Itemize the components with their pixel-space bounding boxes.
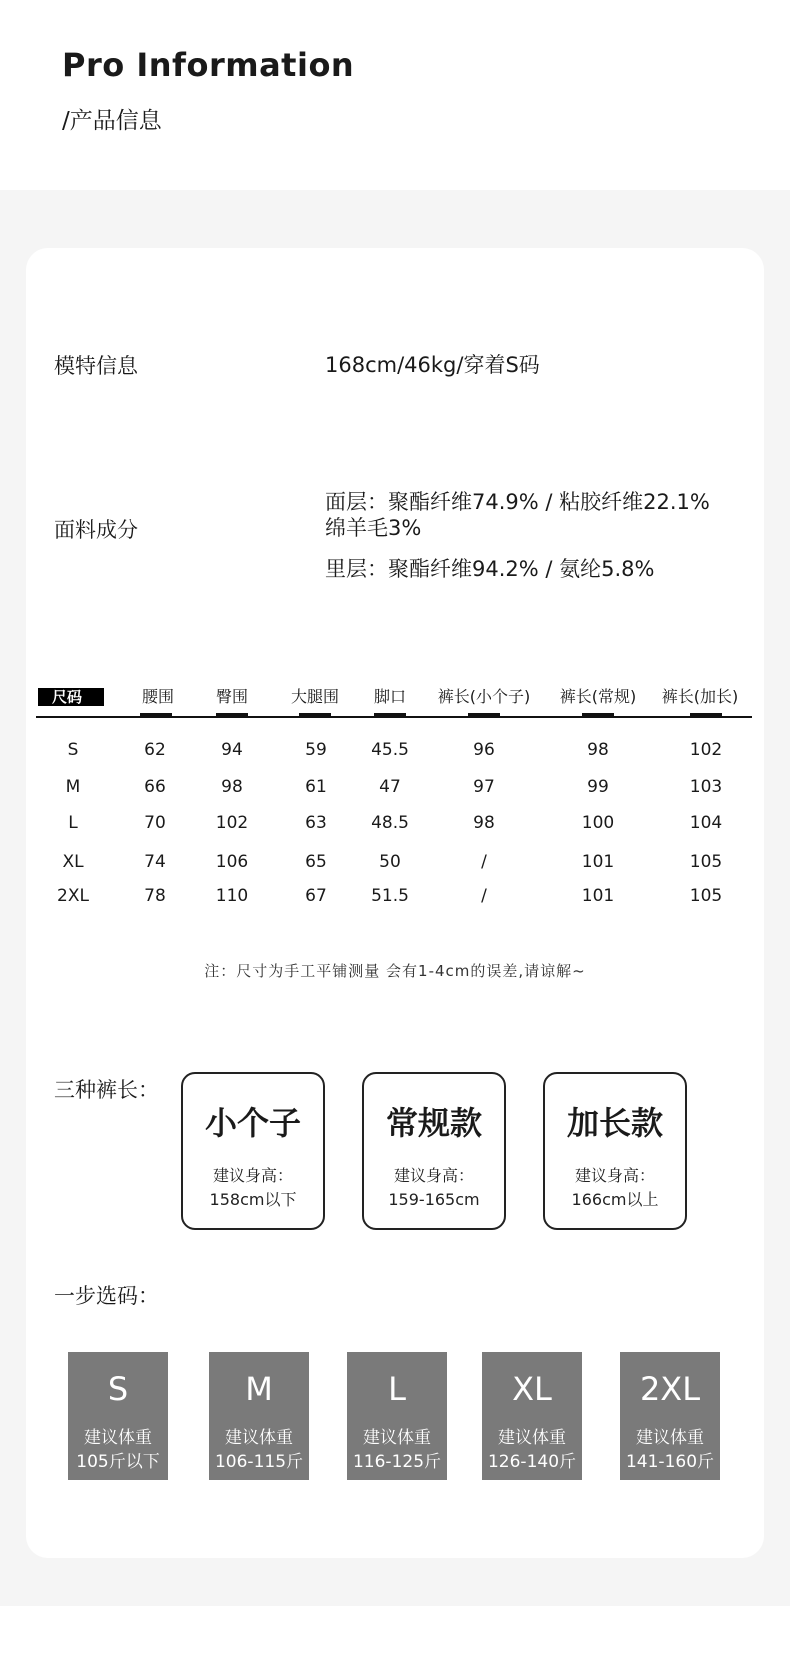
fabric-outer-line2: 绵羊毛3%: [325, 516, 422, 540]
size-table-header-hip: 臀围: [215, 687, 248, 706]
size-option-weight: [482, 1426, 582, 1474]
table-cell: 98: [587, 740, 609, 760]
table-cell: 48.5: [371, 813, 409, 833]
lengths-label: 三种裤长：: [54, 1078, 159, 1102]
length-suggestion-value: 166cm以上: [571, 1190, 659, 1209]
size-option-l: [347, 1352, 447, 1480]
size-table-header-length-long: 裤长(加长): [661, 687, 739, 706]
table-cell: 47: [379, 777, 401, 797]
length-suggestion: [545, 1164, 685, 1212]
table-cell: 65: [305, 852, 327, 872]
table-cell: 63: [305, 813, 327, 833]
page-header: [0, 0, 790, 190]
table-cell: 59: [305, 740, 327, 760]
table-cell: 100: [581, 813, 615, 833]
length-suggestion-label: 建议身高：: [393, 1166, 474, 1185]
header-tick: [582, 713, 614, 718]
fabric-outer-line1: 面层：聚酯纤维74.9% / 粘胶纤维22.1%: [325, 490, 710, 514]
size-table-header-size: 尺码: [38, 688, 104, 706]
weight-label: 建议体重: [498, 1428, 566, 1448]
page-title: Pro Information: [62, 46, 355, 84]
page-subtitle: /产品信息: [62, 108, 162, 134]
size-table-header-thigh: 大腿围: [290, 687, 339, 706]
table-cell: 61: [305, 777, 327, 797]
model-label: 模特信息: [54, 354, 138, 378]
length-suggestion: [364, 1164, 504, 1212]
weight-range: 126-140斤: [487, 1452, 577, 1472]
table-cell: 51.5: [371, 886, 409, 906]
table-cell: 106: [215, 852, 249, 872]
weight-label: 建议体重: [363, 1428, 431, 1448]
size-option-weight: [620, 1426, 720, 1474]
header-tick: [140, 713, 172, 718]
table-cell: 105: [689, 852, 723, 872]
table-row-size: S: [67, 740, 79, 760]
header-tick: [690, 713, 722, 718]
table-cell: 105: [689, 886, 723, 906]
table-cell: 94: [221, 740, 243, 760]
fabric-label: 面料成分: [54, 518, 138, 542]
table-cell: 70: [144, 813, 166, 833]
bottom-margin: [0, 1606, 790, 1656]
table-cell: 98: [473, 813, 495, 833]
length-suggestion-value: 158cm以下: [209, 1190, 297, 1209]
table-cell: 104: [689, 813, 723, 833]
size-table-header-waist: 腰围: [141, 687, 174, 706]
table-cell: /: [481, 852, 487, 872]
length-suggestion-label: 建议身高：: [212, 1166, 293, 1185]
size-option-xl: [482, 1352, 582, 1480]
length-title: 常规款: [385, 1104, 482, 1142]
header-tick: [216, 713, 248, 718]
length-suggestion-label: 建议身高：: [574, 1166, 655, 1185]
table-row-size: 2XL: [57, 886, 89, 906]
size-option-2xl: [620, 1352, 720, 1480]
table-cell: 74: [144, 852, 166, 872]
weight-label: 建议体重: [84, 1428, 152, 1448]
measurement-note: 注：尺寸为手工平铺测量 会有1-4cm的误差,请谅解~: [204, 962, 586, 980]
table-cell: 110: [215, 886, 249, 906]
size-option-m: [209, 1352, 309, 1480]
weight-range: 106-115斤: [214, 1452, 304, 1472]
table-cell: 96: [473, 740, 495, 760]
table-cell: 78: [144, 886, 166, 906]
size-table-header-length-petite: 裤长(小个子): [437, 687, 531, 706]
table-row-size: L: [68, 813, 78, 833]
table-cell: 50: [379, 852, 401, 872]
weight-range: 141-160斤: [625, 1452, 715, 1472]
weight-range: 116-125斤: [352, 1452, 442, 1472]
size-table-header-length-regular: 裤长(常规): [559, 687, 637, 706]
length-title: 小个子: [204, 1104, 301, 1142]
header-tick: [374, 713, 406, 718]
size-option-letter: L: [388, 1370, 406, 1408]
table-row-size: M: [65, 777, 81, 797]
length-card-regular: [362, 1072, 506, 1230]
table-cell: 62: [144, 740, 166, 760]
header-tick: [299, 713, 331, 718]
length-card-petite: [181, 1072, 325, 1230]
length-title: 加长款: [566, 1104, 663, 1142]
weight-range: 105斤以下: [76, 1452, 160, 1472]
size-table-header-hem: 脚口: [373, 687, 406, 706]
weight-label: 建议体重: [636, 1428, 704, 1448]
length-suggestion-value: 159-165cm: [388, 1190, 480, 1209]
table-cell: 98: [221, 777, 243, 797]
table-cell: 102: [689, 740, 723, 760]
table-cell: 102: [215, 813, 249, 833]
table-cell: 97: [473, 777, 495, 797]
size-option-letter: 2XL: [639, 1370, 701, 1408]
size-option-letter: M: [245, 1370, 273, 1408]
size-option-letter: S: [107, 1370, 129, 1408]
length-suggestion: [183, 1164, 323, 1212]
size-option-weight: [347, 1426, 447, 1474]
size-option-letter: XL: [512, 1370, 552, 1408]
size-option-s: [68, 1352, 168, 1480]
length-card-long: [543, 1072, 687, 1230]
fabric-inner: 里层：聚酯纤维94.2% / 氨纶5.8%: [325, 557, 655, 581]
table-cell: 66: [144, 777, 166, 797]
table-cell: 45.5: [371, 740, 409, 760]
pick-size-label: 一步选码：: [54, 1284, 159, 1308]
table-row-size: XL: [62, 852, 84, 872]
table-cell: 103: [689, 777, 723, 797]
table-cell: 101: [581, 852, 615, 872]
table-cell: 101: [581, 886, 615, 906]
model-value: 168cm/46kg/穿着S码: [325, 353, 540, 377]
size-option-weight: [68, 1426, 168, 1474]
table-cell: 99: [587, 777, 609, 797]
header-tick: [468, 713, 500, 718]
size-option-weight: [209, 1426, 309, 1474]
table-cell: /: [481, 886, 487, 906]
weight-label: 建议体重: [225, 1428, 293, 1448]
table-cell: 67: [305, 886, 327, 906]
